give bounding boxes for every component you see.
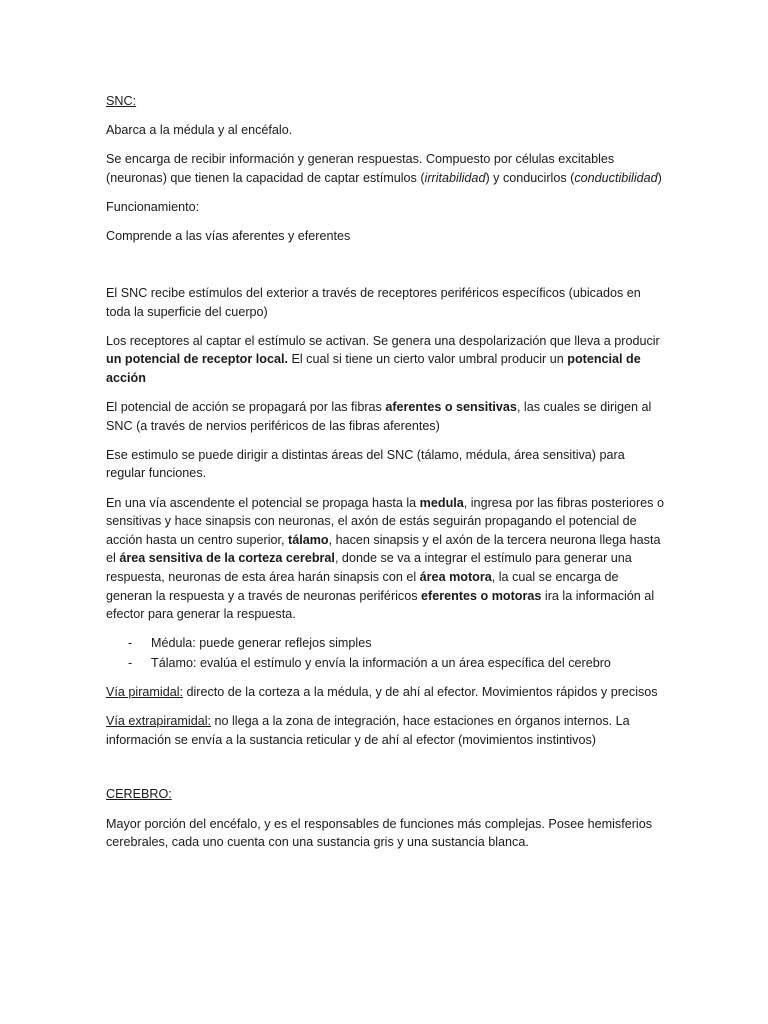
snc-heading-text: SNC:: [106, 94, 137, 108]
dash-bullet: -: [128, 636, 133, 651]
term-via-extrapiramidal: Vía extrapiramidal:: [106, 714, 211, 729]
term-conductibilidad: conductibilidad: [574, 170, 658, 185]
term-eferentes: eferentes o motoras: [421, 588, 542, 603]
paragraph-abarca: Abarca a la médula y al encéfalo.: [106, 123, 293, 138]
term-irritabilidad: irritabilidad: [424, 170, 486, 185]
paragraph-funcionamiento: Funcionamiento:: [106, 200, 200, 215]
paragraph-cerebro: Mayor porción del encéfalo, y es el responsables de funciones más complejas. Posee hemisferios cerebrales, cada uno cuenta con una sustancia gris y una sustancia blanca.: [106, 816, 653, 850]
paragraph-funcion: Se encarga de recibir información y generan respuestas. Compuesto por células excitables (neuronas) que tienen la capacidad de captar estímulos (irritabilidad) y conducirlos (conductibilidad): [106, 152, 662, 185]
paragraph-propagacion: El potencial de acción se propagará por las fibras aferentes o sensitivas, las cuales se dirigen al SNC (a través de nervios periféricos de las fibras aferentes): [106, 400, 652, 433]
paragraph-receptores: Los receptores al captar el estímulo se activan. Se genera una despolarización que lleva a producir un potencial de receptor local. El cual si tiene un cierto valor umbral producir un potencial de acción: [106, 333, 660, 385]
term-area-sensitiva: área sensitiva de la corteza cerebral: [119, 551, 335, 566]
snc-heading: [106, 92, 666, 111]
list-item: - Médula: puede generar reflejos simples: [106, 634, 666, 653]
term-potencial-receptor: un potencial de receptor local.: [106, 352, 288, 367]
list-item: - Tálamo: evalúa el estímulo y envía la información a un área específica del cerebro: [106, 654, 666, 673]
paragraph-via-ascendente: En una vía ascendente el potencial se propaga hasta la medula, ingresa por las fibras posteriores o sensitivas y hace sinapsis con neuronas, el axón de estás seguirán propagando el potencial de acción hasta un centro superior, tálamo, hacen sinapsis y el axón de la tercera neurona llega hasta el área sensitiva de la corteza cerebral, donde se va a integrar el estímulo para generar una respuesta, neuronas de esta área harán sinapsis con el área motora, la cual se encarga de generan la respuesta y a través de neuronas periféricos eferentes o motoras ira la información al efector para generar la respuesta.: [106, 495, 664, 622]
term-area-motora: área motora: [419, 570, 492, 585]
cerebro-heading-text: CEREBRO:: [106, 787, 172, 802]
dash-list: [106, 634, 666, 673]
term-aferentes: aferentes o sensitivas: [385, 400, 517, 415]
document-page: [106, 92, 666, 862]
paragraph-via-piramidal: Vía piramidal: directo de la corteza a la médula, y de ahí al efector. Movimientos rápidos y precisos: [106, 684, 658, 699]
term-talamo: tálamo: [288, 532, 329, 547]
paragraph-recibe-estimulos: El SNC recibe estímulos del exterior a través de receptores periféricos específicos (ubicados en toda la superficie del cuerpo): [106, 285, 641, 319]
term-medula: medula: [419, 495, 464, 510]
paragraph-via-extrapiramidal: Vía extrapiramidal: no llega a la zona de integración, hace estaciones en órganos internos. La información se envía a la sustancia reticular y de ahí al efector (movimientos instintivos): [106, 714, 630, 747]
dash-bullet: -: [128, 656, 133, 671]
paragraph-areas: Ese estimulo se puede dirigir a distintas áreas del SNC (tálamo, médula, área sensitiva) para regular funciones.: [106, 447, 625, 481]
term-via-piramidal: Vía piramidal:: [106, 684, 183, 699]
term-potencial-accion: potencial de acción: [106, 352, 641, 385]
paragraph-vias: Comprende a las vías aferentes y eferentes: [106, 229, 351, 244]
cerebro-heading: [106, 785, 666, 804]
